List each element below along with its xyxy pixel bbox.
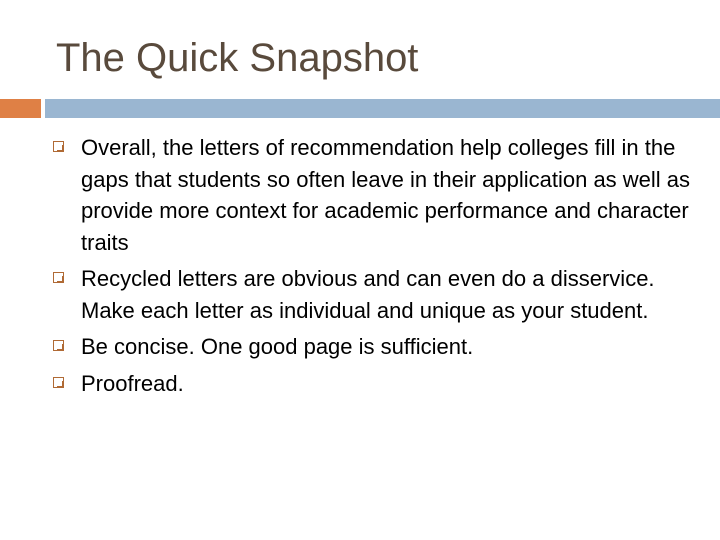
slide-title: The Quick Snapshot [56,36,419,80]
bullet-list [53,132,693,404]
bullet-item [53,263,693,326]
square-box-bullet-icon [53,272,64,283]
bullet-text: Overall, the letters of recommendation help colleges fill in the gaps that students so often leave in their application as well as provide more context for academic performance and character traits [81,135,691,255]
title-rule [45,99,720,118]
bullet-item [53,132,693,258]
bullet-item [53,331,693,363]
square-box-bullet-icon [53,377,64,388]
title-rule-accent [0,99,41,118]
bullet-text: Be concise. One good page is sufficient. [81,334,474,359]
bullet-item [53,368,693,400]
bullet-text: Proofread. [81,370,184,396]
bullet-text: Recycled letters are obvious and can even do a disservice. Make each letter as individual and unique as your student. [81,266,655,323]
square-box-bullet-icon [53,141,64,152]
square-box-bullet-icon [53,340,64,351]
